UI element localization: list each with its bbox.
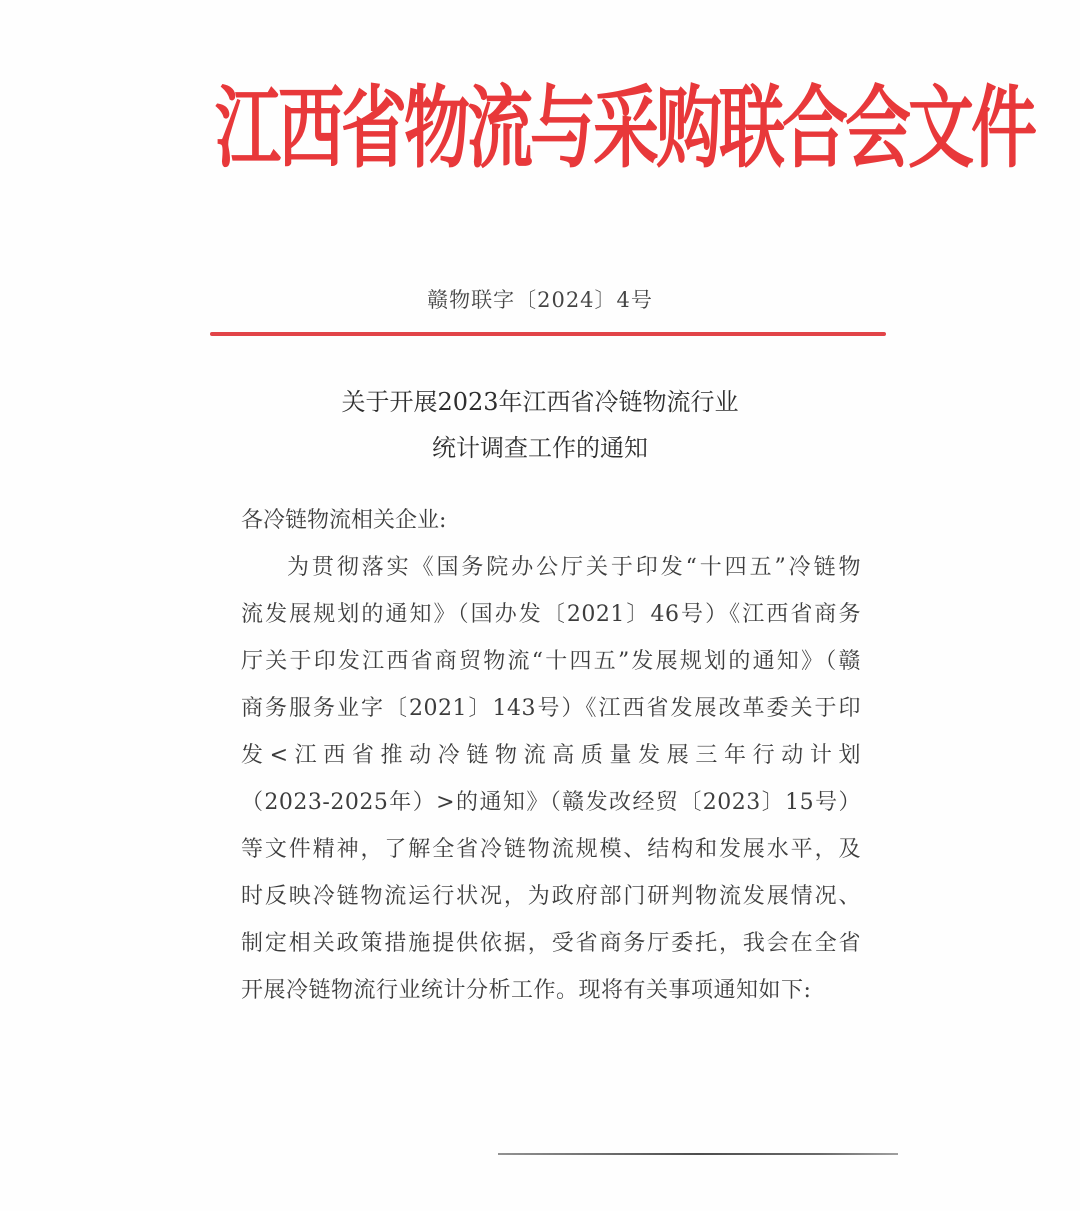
paragraph-line: 商务服务业字〔2021〕143号）《江西省发展改革委关于印	[241, 696, 861, 721]
salutation: 各冷链物流相关企业:	[241, 508, 447, 533]
paragraph-line: 等文件精神，了解全省冷链物流规模、结构和发展水平，及	[241, 837, 861, 862]
paragraph-line: 为贯彻落实《国务院办公厅关于印发“十四五”冷链物	[287, 555, 861, 580]
paragraph-line: 时反映冷链物流运行状况，为政府部门研判物流发展情况、	[241, 884, 861, 909]
notice-title-line-2: 统计调查工作的通知	[432, 434, 648, 462]
paragraph-line: 制定相关政策措施提供依据，受省商务厅委托，我会在全省	[241, 931, 861, 956]
paragraph-line: 开展冷链物流行业统计分析工作。现将有关事项通知如下:	[241, 978, 812, 1003]
paragraph-line: 流发展规划的通知》（国办发〔2021〕46号）《江西省商务	[241, 602, 861, 627]
page-bottom-rule	[498, 1153, 898, 1155]
paragraph-line: 发<江西省推动冷链物流高质量发展三年行动计划	[241, 743, 861, 768]
notice-title-line-1: 关于开展2023年江西省冷链物流行业	[341, 388, 739, 416]
body-paragraph	[241, 544, 861, 1014]
red-divider-line	[210, 332, 886, 336]
paragraph-line: （2023-2025年）>的通知》（赣发改经贸〔2023〕15号）	[241, 790, 861, 815]
paragraph-line: 厅关于印发江西省商贸物流“十四五”发展规划的通知》（赣	[241, 649, 861, 674]
document-number: 赣物联字〔2024〕4号	[427, 288, 653, 312]
masthead-title: 江西省物流与采购联合会文件	[215, 75, 1034, 181]
